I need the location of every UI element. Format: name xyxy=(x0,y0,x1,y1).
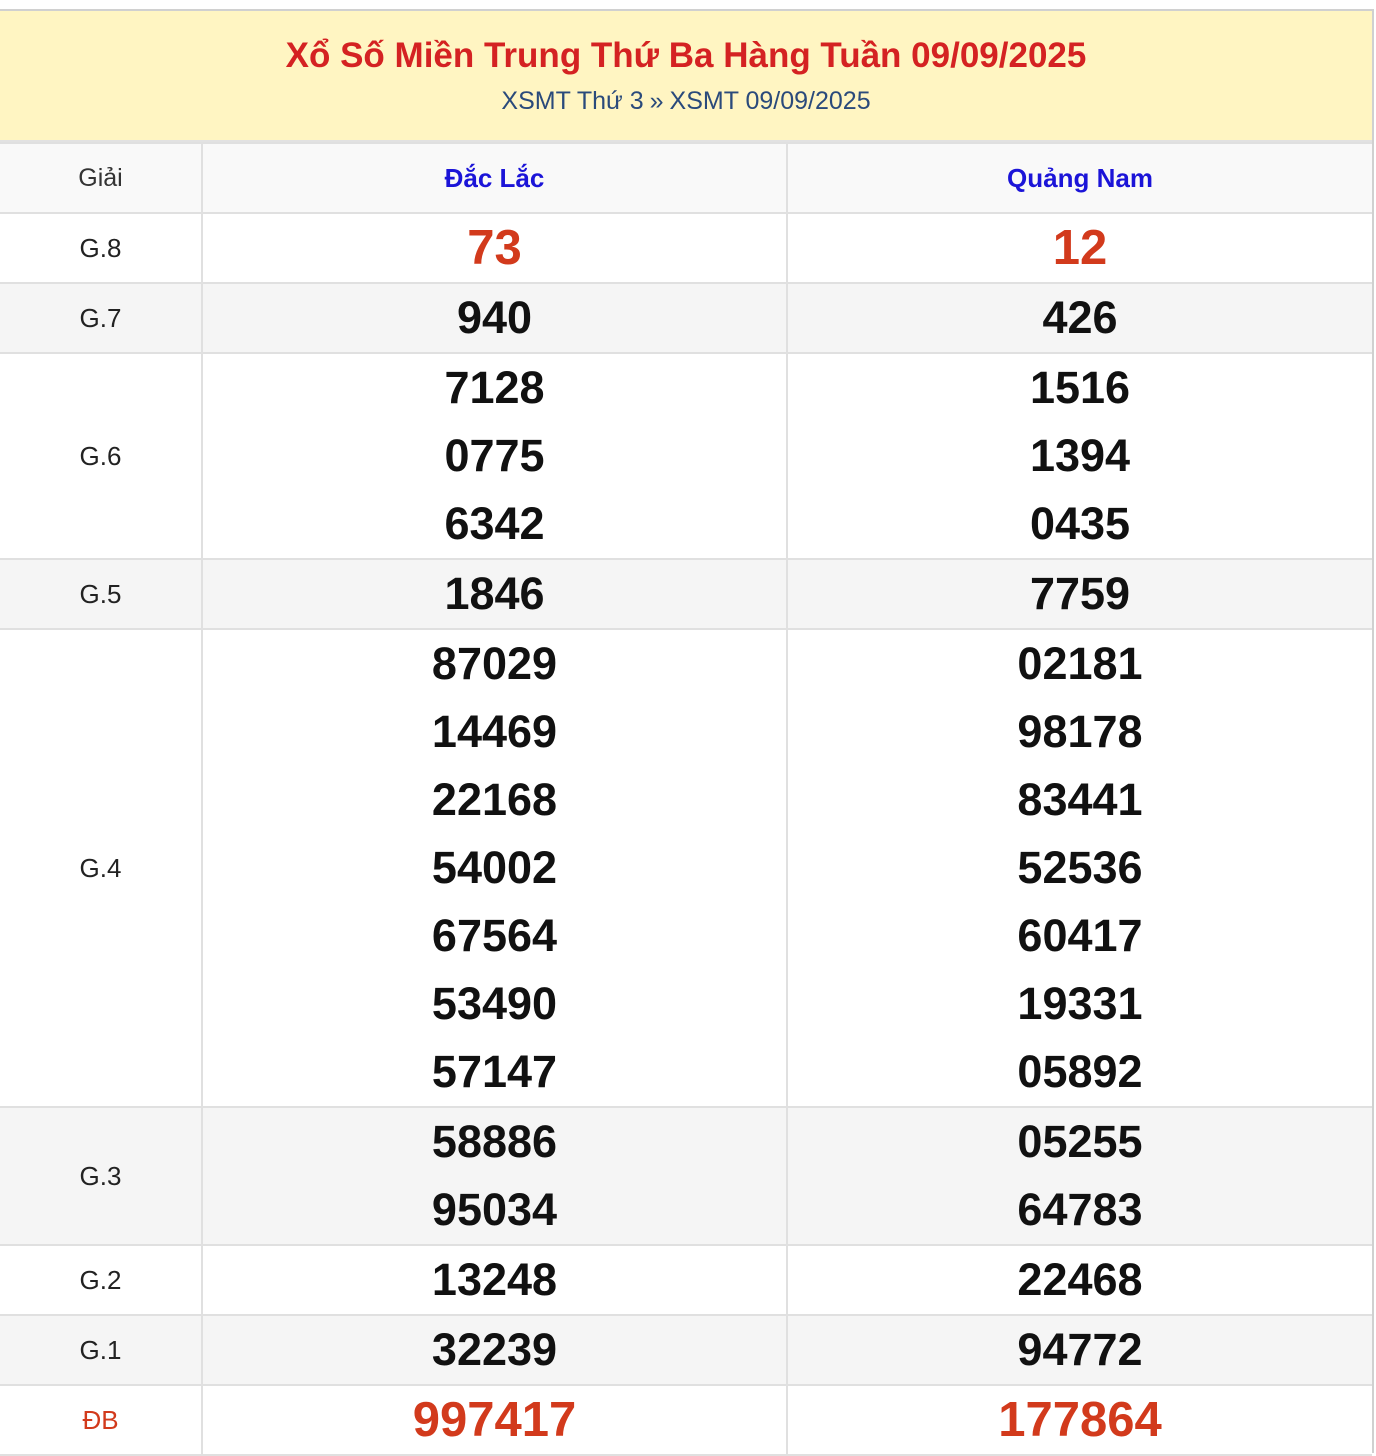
prize-label: G.3 xyxy=(0,1107,202,1245)
result-cell xyxy=(787,559,1372,629)
result-number: 32239 xyxy=(431,1324,558,1375)
table-row-g7 xyxy=(0,283,1372,353)
column-header-giai: Giải xyxy=(0,143,202,213)
result-cell xyxy=(202,353,787,559)
result-number: 67564 xyxy=(431,910,558,961)
table-header-row xyxy=(0,143,1372,213)
result-cell xyxy=(787,213,1372,283)
result-number: 1394 xyxy=(1029,430,1131,481)
result-cell xyxy=(787,1245,1372,1315)
page-title: Xổ Số Miền Trung Thứ Ba Hàng Tuần 09/09/2025 xyxy=(285,36,1087,75)
special-prize-number: 997417 xyxy=(412,1393,577,1447)
table-row-g2 xyxy=(0,1245,1372,1315)
result-number: 7128 xyxy=(444,362,545,413)
table-row-g3 xyxy=(0,1107,1372,1245)
result-number: 83441 xyxy=(1017,774,1143,825)
results-table xyxy=(0,142,1372,1456)
result-number: 22168 xyxy=(431,774,558,825)
result-number: 1846 xyxy=(444,568,545,619)
result-cell xyxy=(202,213,787,283)
prize-label: G.5 xyxy=(0,559,202,629)
breadcrumb-link-xsmt-thu-3[interactable]: XSMT Thứ 3 xyxy=(501,87,644,115)
result-number: 940 xyxy=(456,292,533,343)
results-panel xyxy=(0,9,1374,1453)
result-number: 73 xyxy=(467,221,522,275)
result-number: 94772 xyxy=(1017,1324,1143,1375)
result-number: 22468 xyxy=(1017,1254,1143,1305)
result-cell xyxy=(202,559,787,629)
breadcrumb-separator: » xyxy=(649,87,664,115)
table-row-g6 xyxy=(0,353,1372,559)
result-number: 0435 xyxy=(1029,498,1131,549)
result-number: 1516 xyxy=(1029,362,1131,413)
result-cell xyxy=(787,1315,1372,1385)
breadcrumb-link-xsmt-date[interactable]: XSMT 09/09/2025 xyxy=(669,87,871,115)
result-number: 58886 xyxy=(431,1116,558,1167)
result-cell xyxy=(202,1245,787,1315)
result-number: 05892 xyxy=(1017,1046,1143,1097)
result-number: 426 xyxy=(1042,292,1118,343)
table-row-g1 xyxy=(0,1315,1372,1385)
column-header-province-2[interactable]: Quảng Nam xyxy=(787,143,1372,213)
result-number: 57147 xyxy=(431,1046,558,1097)
result-number: 02181 xyxy=(1017,638,1143,689)
result-cell xyxy=(787,283,1372,353)
result-cell xyxy=(787,353,1372,559)
result-number: 7759 xyxy=(1029,568,1131,619)
special-prize-number: 177864 xyxy=(998,1393,1162,1447)
result-cell xyxy=(202,1385,787,1455)
result-number: 6342 xyxy=(444,498,545,549)
result-number: 87029 xyxy=(431,638,558,689)
results-header xyxy=(0,11,1372,142)
result-number: 98178 xyxy=(1017,706,1143,757)
prize-label: G.4 xyxy=(0,629,202,1107)
result-cell xyxy=(787,1107,1372,1245)
prize-label: G.6 xyxy=(0,353,202,559)
column-header-province-1[interactable]: Đắc Lắc xyxy=(202,143,787,213)
table-row-g5 xyxy=(0,559,1372,629)
result-cell xyxy=(202,629,787,1107)
breadcrumb xyxy=(0,86,1372,116)
result-number: 60417 xyxy=(1017,910,1143,961)
result-cell xyxy=(202,283,787,353)
result-cell xyxy=(202,1315,787,1385)
result-number: 14469 xyxy=(431,706,558,757)
result-number: 53490 xyxy=(431,978,558,1029)
prize-label: G.2 xyxy=(0,1245,202,1315)
result-number: 19331 xyxy=(1017,978,1143,1029)
result-cell xyxy=(787,1385,1372,1455)
result-number: 0775 xyxy=(444,430,545,481)
result-number: 64783 xyxy=(1017,1184,1143,1235)
table-row-db xyxy=(0,1385,1372,1455)
result-number: 13248 xyxy=(431,1254,558,1305)
result-number: 12 xyxy=(1052,221,1108,275)
table-row-g8 xyxy=(0,213,1372,283)
result-number: 52536 xyxy=(1017,842,1143,893)
result-cell xyxy=(202,1107,787,1245)
prize-label: G.1 xyxy=(0,1315,202,1385)
prize-label: G.8 xyxy=(0,213,202,283)
table-row-g4 xyxy=(0,629,1372,1107)
prize-label: G.7 xyxy=(0,283,202,353)
result-number: 05255 xyxy=(1017,1116,1143,1167)
prize-label-special: ĐB xyxy=(0,1385,202,1455)
result-number: 54002 xyxy=(431,842,558,893)
result-cell xyxy=(787,629,1372,1107)
result-number: 95034 xyxy=(431,1184,558,1235)
